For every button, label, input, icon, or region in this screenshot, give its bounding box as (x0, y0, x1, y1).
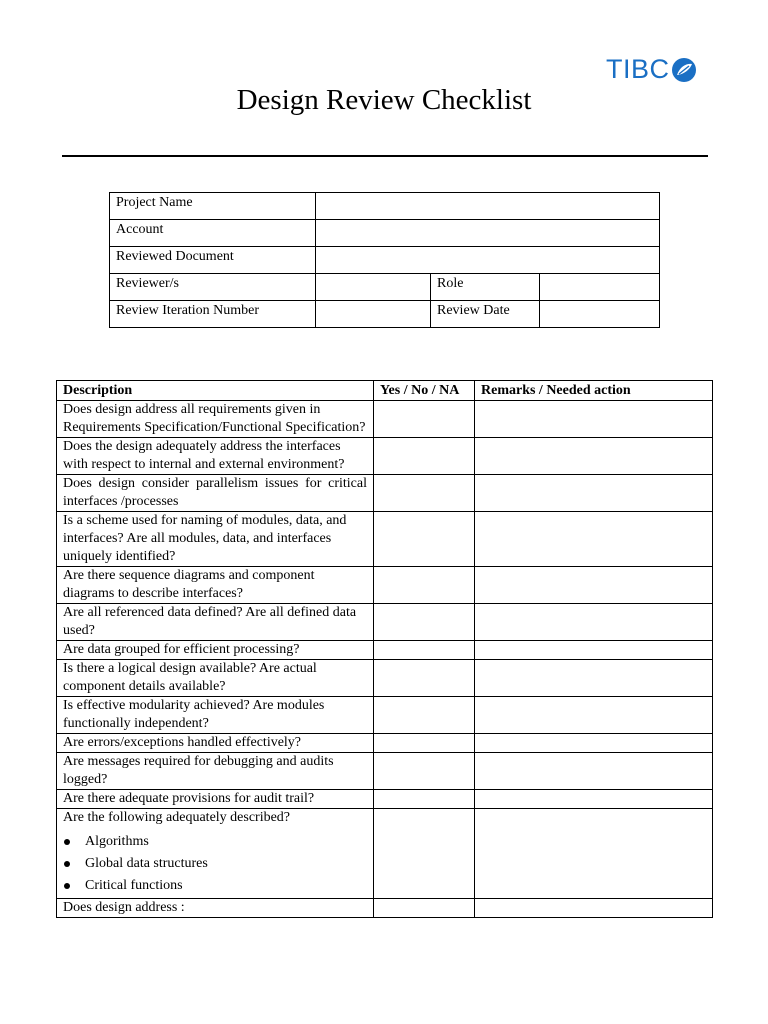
table-row (57, 604, 713, 641)
remarks-header: Remarks / Needed action (475, 381, 713, 401)
project-name-field[interactable] (316, 193, 660, 220)
table-row (110, 274, 660, 301)
remarks-cell[interactable] (475, 660, 713, 697)
review-iteration-field[interactable] (316, 301, 431, 328)
header-row (57, 381, 713, 401)
checklist-question: Are all referenced data defined? Are all defined data used? (57, 604, 374, 641)
checklist-question: Are the following adequately described? (63, 810, 291, 825)
list-item: Global data structures (63, 853, 367, 875)
table-row (57, 567, 713, 604)
yes-no-na-cell[interactable] (374, 734, 475, 753)
table-row (57, 512, 713, 567)
checklist-question: Is effective modularity achieved? Are modules functionally independent? (57, 697, 374, 734)
remarks-cell[interactable] (475, 809, 713, 899)
remarks-cell[interactable] (475, 734, 713, 753)
remarks-cell[interactable] (475, 697, 713, 734)
bullet-list (63, 831, 367, 897)
table-row (57, 641, 713, 660)
checklist-question: Are there adequate provisions for audit trail? (57, 790, 374, 809)
table-row (57, 753, 713, 790)
checklist-question: Are errors/exceptions handled effectively? (57, 734, 374, 753)
role-label: Role (431, 274, 540, 301)
reviewers-label: Reviewer/s (110, 274, 316, 301)
yes-no-na-cell[interactable] (374, 809, 475, 899)
yes-no-na-cell[interactable] (374, 899, 475, 918)
yes-no-na-cell[interactable] (374, 438, 475, 475)
checklist-question: Does the design adequately address the interfaces with respect to internal and external environment? (57, 438, 374, 475)
remarks-cell[interactable] (475, 475, 713, 512)
project-info-table (109, 192, 660, 328)
remarks-cell[interactable] (475, 641, 713, 660)
yes-no-na-cell[interactable] (374, 567, 475, 604)
remarks-cell[interactable] (475, 567, 713, 604)
tibco-leaf-mark-icon (671, 57, 697, 83)
table-row (57, 734, 713, 753)
description-header: Description (57, 381, 374, 401)
table-row (57, 401, 713, 438)
remarks-cell[interactable] (475, 753, 713, 790)
remarks-cell[interactable] (475, 438, 713, 475)
yes-no-na-cell[interactable] (374, 790, 475, 809)
review-date-label: Review Date (431, 301, 540, 328)
table-row (57, 475, 713, 512)
project-name-label: Project Name (110, 193, 316, 220)
table-row (110, 247, 660, 274)
yes-no-na-cell[interactable] (374, 660, 475, 697)
checklist-question-with-list (57, 809, 374, 899)
yes-no-na-header: Yes / No / NA (374, 381, 475, 401)
reviewed-document-label: Reviewed Document (110, 247, 316, 274)
remarks-cell[interactable] (475, 401, 713, 438)
table-row (110, 220, 660, 247)
table-row (57, 790, 713, 809)
checklist-question: Are messages required for debugging and audits logged? (57, 753, 374, 790)
review-iteration-label: Review Iteration Number (110, 301, 316, 328)
table-row (57, 809, 713, 899)
checklist-question: Are there sequence diagrams and component diagrams to describe interfaces? (57, 567, 374, 604)
table-row (57, 660, 713, 697)
remarks-cell[interactable] (475, 899, 713, 918)
yes-no-na-cell[interactable] (374, 641, 475, 660)
table-row (110, 301, 660, 328)
account-label: Account (110, 220, 316, 247)
checklist-question: Does design address : (57, 899, 374, 918)
role-field[interactable] (540, 274, 660, 301)
yes-no-na-cell[interactable] (374, 697, 475, 734)
table-row (57, 899, 713, 918)
document-title: Design Review Checklist (236, 84, 532, 116)
remarks-cell[interactable] (475, 790, 713, 809)
yes-no-na-cell[interactable] (374, 512, 475, 567)
table-row (57, 697, 713, 734)
checklist-question: Does design address all requirements given in Requirements Specification/Functional Specification? (57, 401, 374, 438)
title-divider (62, 155, 708, 157)
checklist-question: Are data grouped for efficient processing? (57, 641, 374, 660)
table-row (57, 438, 713, 475)
checklist-question: Is there a logical design available? Are actual component details available? (57, 660, 374, 697)
remarks-cell[interactable] (475, 604, 713, 641)
yes-no-na-cell[interactable] (374, 753, 475, 790)
reviewers-field[interactable] (316, 274, 431, 301)
design-review-checklist-table (56, 380, 713, 918)
list-item: Critical functions (63, 875, 367, 897)
remarks-cell[interactable] (475, 512, 713, 567)
logo-text: TIBC (606, 54, 670, 84)
review-date-field[interactable] (540, 301, 660, 328)
yes-no-na-cell[interactable] (374, 401, 475, 438)
list-item: Algorithms (63, 831, 367, 853)
yes-no-na-cell[interactable] (374, 475, 475, 512)
account-field[interactable] (316, 220, 660, 247)
checklist-question: Is a scheme used for naming of modules, data, and interfaces? Are all modules, data, and interfaces uniquely identified? (57, 512, 374, 567)
table-row (110, 193, 660, 220)
reviewed-document-field[interactable] (316, 247, 660, 274)
checklist-question: Does design consider parallelism issues for critical interfaces /processes (57, 475, 374, 512)
yes-no-na-cell[interactable] (374, 604, 475, 641)
tibco-logo (606, 56, 697, 83)
